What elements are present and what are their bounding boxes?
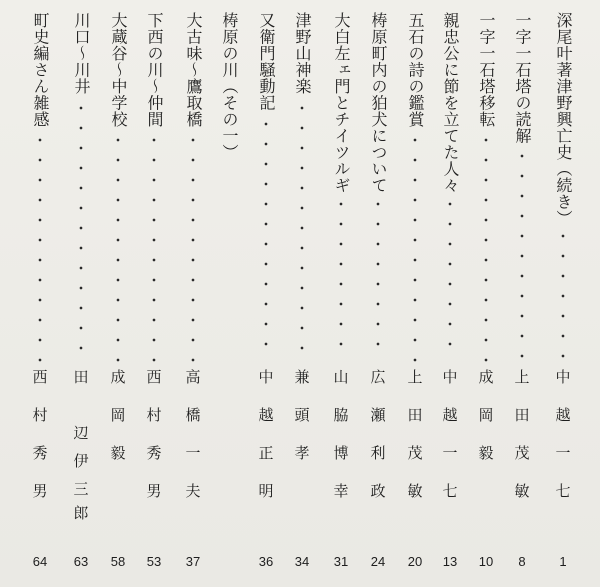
entry-author: 高 橋 一 夫 xyxy=(185,368,201,500)
dot-leader xyxy=(116,130,120,362)
toc-entry xyxy=(250,0,282,587)
entry-author: 成 岡 毅 xyxy=(478,368,494,462)
page-number: 58 xyxy=(110,554,126,569)
dot-leader xyxy=(152,130,156,362)
toc-entry xyxy=(506,0,538,587)
entry-title: 町史編さん雑感 xyxy=(31,12,50,128)
entry-author: 成 岡 毅 xyxy=(110,368,126,462)
entry-author: 山 脇 博 幸 xyxy=(333,368,349,500)
toc-entry xyxy=(138,0,170,587)
dot-leader xyxy=(561,226,565,362)
entry-title: 川口〜川井 xyxy=(72,12,91,95)
dot-leader xyxy=(484,130,488,362)
dot-leader xyxy=(520,146,524,362)
dot-leader xyxy=(191,130,195,362)
page-number: 8 xyxy=(518,554,526,569)
toc-entry xyxy=(177,0,209,587)
dot-leader xyxy=(79,98,83,362)
entry-author: 広 瀬 利 政 xyxy=(370,368,386,500)
page-number: 24 xyxy=(370,554,386,569)
toc-entry xyxy=(470,0,502,587)
toc-entry xyxy=(547,0,579,587)
page-number: 13 xyxy=(442,554,458,569)
page-number: 63 xyxy=(73,554,89,569)
entry-author: 中 越 一 七 xyxy=(442,368,458,500)
toc-entry xyxy=(24,0,56,587)
toc-entry xyxy=(213,0,245,587)
entry-author: 中 越 正 明 xyxy=(258,368,274,500)
entry-title: 一字一石塔移転 xyxy=(477,12,496,128)
entry-author: 中 越 一 七 xyxy=(555,368,571,500)
entry-title: 津野山神楽 xyxy=(293,12,312,95)
toc-entry xyxy=(434,0,466,587)
entry-author: 田 辺 伊 三 郎 xyxy=(73,368,89,522)
toc-entry xyxy=(286,0,318,587)
page-number: 10 xyxy=(478,554,494,569)
page-number: 37 xyxy=(185,554,201,569)
entry-title: 大蔵谷〜中学校 xyxy=(109,12,128,128)
entry-title: 梼原の川（その一） xyxy=(220,12,239,161)
page-number: 1 xyxy=(559,554,567,569)
entry-author: 兼 頭 孝 xyxy=(294,368,310,462)
dot-leader xyxy=(264,114,268,362)
entry-author: 上 田 茂 敏 xyxy=(514,368,530,500)
page-number: 64 xyxy=(32,554,48,569)
entry-author: 上 田 茂 敏 xyxy=(407,368,423,500)
entry-title: 親忠公に節を立てた人々 xyxy=(441,12,460,194)
entry-author: 西 村 秀 男 xyxy=(32,368,48,500)
dot-leader xyxy=(38,130,42,362)
toc-entry xyxy=(325,0,357,587)
page-number: 20 xyxy=(407,554,423,569)
dot-leader xyxy=(339,194,343,362)
entry-title: 下西の川〜仲間 xyxy=(145,12,164,128)
entry-author: 西 村 秀 男 xyxy=(146,368,162,500)
entry-title: 大白左ェ門とチイツルギ xyxy=(332,12,351,194)
entry-title: 深尾叶著津野興亡史（続き） xyxy=(554,12,573,227)
dot-leader xyxy=(300,98,304,362)
dot-leader xyxy=(413,130,417,362)
toc-entry xyxy=(102,0,134,587)
page-number: 34 xyxy=(294,554,310,569)
toc-entry xyxy=(362,0,394,587)
entry-title: 五石の詩の鑑賞 xyxy=(406,12,425,128)
page-number: 53 xyxy=(146,554,162,569)
entry-title: 大古味〜鷹取橋 xyxy=(184,12,203,128)
page-number: 36 xyxy=(258,554,274,569)
toc-entry xyxy=(399,0,431,587)
page-number: 31 xyxy=(333,554,349,569)
entry-title: 一字一石塔の読解 xyxy=(513,12,532,144)
dot-leader xyxy=(376,194,380,362)
toc-entry xyxy=(65,0,97,587)
entry-title: 梼原町内の狛犬について xyxy=(369,12,388,194)
entry-title: 又衛門騒動記 xyxy=(257,12,276,111)
dot-leader xyxy=(448,194,452,362)
